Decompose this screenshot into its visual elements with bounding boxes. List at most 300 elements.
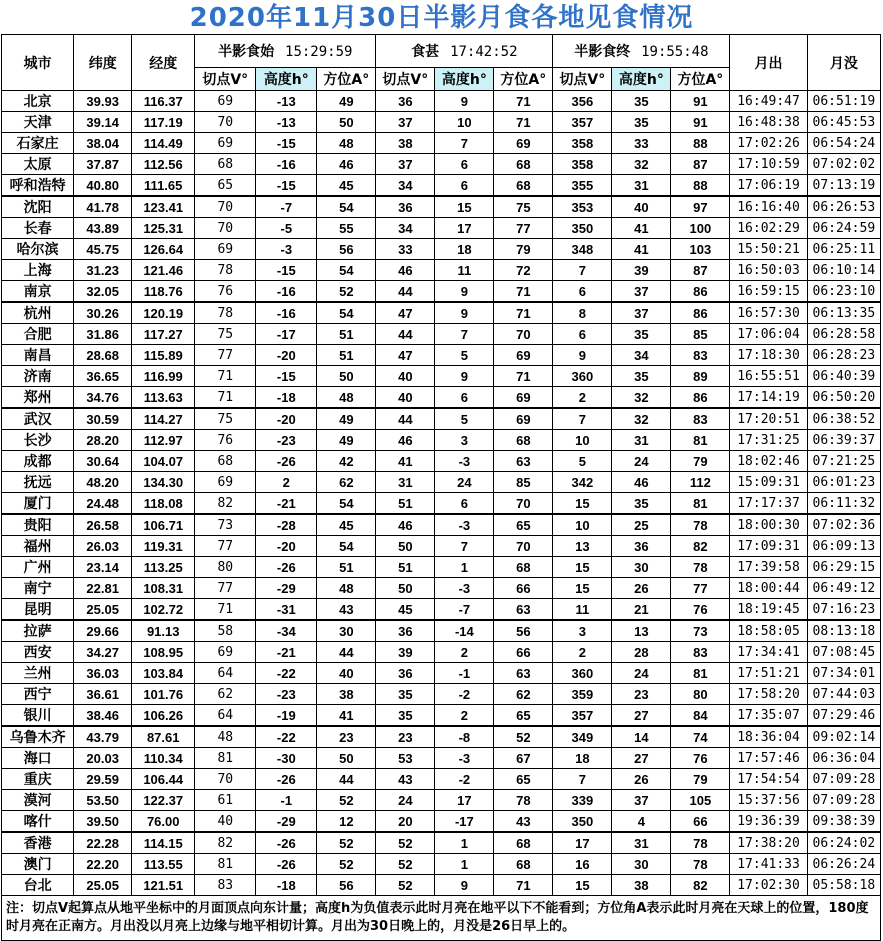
cell-longitude: 118.76 [132,281,195,303]
cell-begin-altitude-h: -3 [256,239,317,260]
cell-longitude: 113.55 [132,854,195,875]
cell-begin-azimuth-a: 41 [317,705,376,727]
cell-longitude: 115.89 [132,345,195,366]
cell-begin-azimuth-a: 51 [317,324,376,345]
cell-moonset: 07:16:23 [807,599,880,621]
cell-max-azimuth-a: 71 [494,875,553,896]
cell-begin-azimuth-a: 56 [317,239,376,260]
cell-max-altitude-h: 7 [435,324,494,345]
cell-moonset: 09:02:14 [807,726,880,748]
subheader-contact-v: 切点V° [376,68,435,91]
table-row [2,430,881,451]
cell-longitude: 106.71 [132,514,195,536]
cell-end-contact-v: 353 [553,196,612,218]
cell-begin-altitude-h: -18 [256,387,317,409]
cell-moonset: 06:24:02 [807,832,880,854]
cell-moonset: 07:08:45 [807,642,880,663]
cell-max-contact-v: 37 [376,112,435,133]
cell-end-contact-v: 360 [553,366,612,387]
cell-begin-contact-v: 58 [195,620,256,642]
cell-begin-altitude-h: -15 [256,260,317,281]
subheader-contact-v: 切点V° [553,68,612,91]
cell-begin-azimuth-a: 50 [317,366,376,387]
cell-begin-contact-v: 69 [195,239,256,260]
cell-city: 长沙 [2,430,74,451]
cell-max-altitude-h: -3 [435,748,494,769]
cell-begin-altitude-h: -16 [256,281,317,303]
cell-city: 武汉 [2,408,74,430]
table-row [2,684,881,705]
cell-latitude: 24.48 [74,493,132,515]
cell-max-contact-v: 51 [376,557,435,578]
cell-end-contact-v: 9 [553,345,612,366]
cell-end-contact-v: 339 [553,790,612,811]
table-row [2,196,881,218]
cell-begin-contact-v: 69 [195,642,256,663]
cell-moonset: 07:02:36 [807,514,880,536]
cell-latitude: 39.93 [74,91,132,112]
cell-max-azimuth-a: 43 [494,811,553,833]
cell-end-contact-v: 350 [553,811,612,833]
cell-moonset: 06:13:35 [807,302,880,324]
cell-begin-contact-v: 73 [195,514,256,536]
cell-city: 杭州 [2,302,74,324]
cell-begin-contact-v: 40 [195,811,256,833]
cell-max-azimuth-a: 68 [494,175,553,197]
cell-begin-contact-v: 65 [195,175,256,197]
cell-moonset: 09:38:39 [807,811,880,833]
cell-moonrise: 17:06:04 [730,324,807,345]
cell-city: 南京 [2,281,74,303]
table-row [2,175,881,197]
cell-max-contact-v: 50 [376,578,435,599]
cell-end-altitude-h: 24 [612,451,671,472]
cell-max-contact-v: 36 [376,663,435,684]
cell-moonrise: 16:50:03 [730,260,807,281]
cell-moonset: 06:39:37 [807,430,880,451]
cell-max-altitude-h: 11 [435,260,494,281]
cell-end-azimuth-a: 88 [671,133,730,154]
cell-city: 太原 [2,154,74,175]
cell-end-azimuth-a: 97 [671,196,730,218]
cell-begin-azimuth-a: 54 [317,260,376,281]
cell-max-altitude-h: 9 [435,366,494,387]
cell-max-altitude-h: 9 [435,91,494,112]
cell-end-altitude-h: 32 [612,408,671,430]
cell-begin-altitude-h: -17 [256,324,317,345]
cell-city: 南昌 [2,345,74,366]
cell-end-azimuth-a: 86 [671,281,730,303]
cell-moonset: 06:36:04 [807,748,880,769]
cell-max-altitude-h: 18 [435,239,494,260]
cell-end-azimuth-a: 76 [671,599,730,621]
cell-max-altitude-h: 6 [435,154,494,175]
cell-end-contact-v: 15 [553,493,612,515]
cell-max-contact-v: 40 [376,387,435,409]
cell-end-altitude-h: 40 [612,196,671,218]
cell-max-contact-v: 36 [376,196,435,218]
cell-end-altitude-h: 13 [612,620,671,642]
table-row [2,281,881,303]
cell-begin-azimuth-a: 48 [317,387,376,409]
cell-end-contact-v: 357 [553,705,612,727]
cell-moonrise: 17:10:59 [730,154,807,175]
header-latitude: 纬度 [74,35,132,91]
phase-begin-time: 15:29:59 [285,44,353,60]
table-row [2,536,881,557]
cell-moonrise: 16:57:30 [730,302,807,324]
cell-max-contact-v: 47 [376,302,435,324]
cell-moonrise: 17:02:30 [730,875,807,896]
cell-latitude: 32.05 [74,281,132,303]
cell-begin-altitude-h: -22 [256,663,317,684]
cell-moonset: 06:10:14 [807,260,880,281]
cell-max-azimuth-a: 63 [494,599,553,621]
cell-end-altitude-h: 36 [612,536,671,557]
cell-end-altitude-h: 31 [612,430,671,451]
cell-begin-azimuth-a: 50 [317,112,376,133]
cell-longitude: 113.25 [132,557,195,578]
cell-end-altitude-h: 41 [612,218,671,239]
table-row [2,260,881,281]
cell-max-altitude-h: -7 [435,599,494,621]
cell-moonrise: 16:49:47 [730,91,807,112]
cell-begin-azimuth-a: 23 [317,726,376,748]
cell-moonset: 07:34:01 [807,663,880,684]
cell-latitude: 53.50 [74,790,132,811]
cell-max-altitude-h: 9 [435,875,494,896]
cell-begin-altitude-h: -22 [256,726,317,748]
cell-moonrise: 17:41:33 [730,854,807,875]
cell-end-azimuth-a: 85 [671,324,730,345]
cell-city: 福州 [2,536,74,557]
cell-end-azimuth-a: 91 [671,91,730,112]
cell-begin-azimuth-a: 50 [317,748,376,769]
cell-end-contact-v: 359 [553,684,612,705]
cell-begin-altitude-h: -13 [256,112,317,133]
cell-begin-contact-v: 71 [195,599,256,621]
cell-end-altitude-h: 4 [612,811,671,833]
cell-max-azimuth-a: 65 [494,769,553,790]
cell-max-contact-v: 50 [376,536,435,557]
cell-max-altitude-h: -3 [435,514,494,536]
cell-end-azimuth-a: 89 [671,366,730,387]
cell-end-altitude-h: 31 [612,175,671,197]
cell-longitude: 114.15 [132,832,195,854]
cell-end-contact-v: 360 [553,663,612,684]
cell-begin-altitude-h: -26 [256,854,317,875]
cell-end-azimuth-a: 81 [671,663,730,684]
cell-longitude: 111.65 [132,175,195,197]
cell-latitude: 38.04 [74,133,132,154]
table-row [2,366,881,387]
cell-begin-contact-v: 81 [195,854,256,875]
cell-begin-azimuth-a: 54 [317,302,376,324]
cell-max-azimuth-a: 69 [494,387,553,409]
cell-end-azimuth-a: 73 [671,620,730,642]
cell-moonset: 06:45:53 [807,112,880,133]
cell-end-contact-v: 16 [553,854,612,875]
cell-city: 济南 [2,366,74,387]
cell-moonrise: 17:31:25 [730,430,807,451]
cell-longitude: 104.07 [132,451,195,472]
header-moonrise: 月出 [730,35,807,91]
cell-max-contact-v: 46 [376,430,435,451]
cell-moonset: 07:44:03 [807,684,880,705]
table-row [2,854,881,875]
cell-end-contact-v: 357 [553,112,612,133]
cell-max-contact-v: 46 [376,260,435,281]
cell-max-contact-v: 23 [376,726,435,748]
cell-end-altitude-h: 37 [612,790,671,811]
cell-end-altitude-h: 38 [612,875,671,896]
cell-latitude: 30.59 [74,408,132,430]
cell-end-altitude-h: 35 [612,493,671,515]
cell-end-altitude-h: 27 [612,705,671,727]
cell-begin-altitude-h: -1 [256,790,317,811]
cell-moonrise: 19:36:39 [730,811,807,833]
cell-end-azimuth-a: 81 [671,430,730,451]
cell-city: 呼和浩特 [2,175,74,197]
cell-longitude: 123.41 [132,196,195,218]
cell-max-altitude-h: 3 [435,430,494,451]
cell-moonrise: 18:00:44 [730,578,807,599]
cell-begin-contact-v: 64 [195,705,256,727]
cell-city: 广州 [2,557,74,578]
subheader-azimuth-a: 方位A° [494,68,553,91]
cell-moonrise: 17:20:51 [730,408,807,430]
cell-max-azimuth-a: 72 [494,260,553,281]
cell-longitude: 119.31 [132,536,195,557]
cell-end-contact-v: 348 [553,239,612,260]
cell-latitude: 22.28 [74,832,132,854]
cell-begin-altitude-h: -21 [256,493,317,515]
cell-moonrise: 17:09:31 [730,536,807,557]
cell-end-contact-v: 15 [553,557,612,578]
cell-end-contact-v: 10 [553,430,612,451]
cell-max-contact-v: 35 [376,705,435,727]
cell-end-contact-v: 358 [553,133,612,154]
cell-begin-contact-v: 78 [195,302,256,324]
cell-longitude: 101.76 [132,684,195,705]
cell-moonrise: 18:02:46 [730,451,807,472]
cell-begin-altitude-h: -29 [256,578,317,599]
cell-moonrise: 17:18:30 [730,345,807,366]
cell-city: 长春 [2,218,74,239]
cell-moonset: 06:01:23 [807,472,880,493]
cell-max-contact-v: 24 [376,790,435,811]
cell-begin-azimuth-a: 49 [317,408,376,430]
cell-max-altitude-h: 24 [435,472,494,493]
table-row [2,748,881,769]
cell-begin-contact-v: 81 [195,748,256,769]
cell-moonset: 06:38:52 [807,408,880,430]
cell-max-azimuth-a: 69 [494,133,553,154]
eclipse-visibility-table [1,34,881,941]
cell-end-azimuth-a: 87 [671,260,730,281]
cell-end-azimuth-a: 87 [671,154,730,175]
cell-longitude: 108.31 [132,578,195,599]
phase-max-time: 17:42:52 [450,44,518,60]
cell-begin-contact-v: 77 [195,536,256,557]
table-row [2,663,881,684]
cell-max-azimuth-a: 52 [494,726,553,748]
cell-end-azimuth-a: 82 [671,536,730,557]
cell-begin-azimuth-a: 54 [317,536,376,557]
cell-moonset: 06:29:15 [807,557,880,578]
table-row [2,769,881,790]
cell-end-azimuth-a: 78 [671,832,730,854]
cell-city: 喀什 [2,811,74,833]
cell-begin-altitude-h: -18 [256,875,317,896]
cell-end-contact-v: 349 [553,726,612,748]
cell-moonset: 07:29:46 [807,705,880,727]
cell-longitude: 134.30 [132,472,195,493]
cell-moonset: 06:28:23 [807,345,880,366]
cell-begin-contact-v: 70 [195,112,256,133]
cell-longitude: 108.95 [132,642,195,663]
table-row [2,133,881,154]
cell-end-contact-v: 18 [553,748,612,769]
cell-begin-contact-v: 70 [195,769,256,790]
cell-latitude: 25.05 [74,599,132,621]
cell-max-azimuth-a: 68 [494,430,553,451]
cell-begin-azimuth-a: 54 [317,493,376,515]
cell-end-contact-v: 15 [553,578,612,599]
cell-end-altitude-h: 34 [612,345,671,366]
cell-longitude: 126.64 [132,239,195,260]
cell-moonset: 08:13:18 [807,620,880,642]
cell-begin-azimuth-a: 52 [317,281,376,303]
cell-end-altitude-h: 25 [612,514,671,536]
cell-max-azimuth-a: 78 [494,790,553,811]
cell-begin-azimuth-a: 30 [317,620,376,642]
cell-max-azimuth-a: 85 [494,472,553,493]
cell-longitude: 106.26 [132,705,195,727]
cell-moonset: 06:40:39 [807,366,880,387]
cell-max-altitude-h: 7 [435,536,494,557]
cell-latitude: 20.03 [74,748,132,769]
cell-city: 抚远 [2,472,74,493]
table-body [2,91,881,896]
cell-max-altitude-h: 9 [435,281,494,303]
cell-max-contact-v: 51 [376,493,435,515]
cell-latitude: 36.61 [74,684,132,705]
cell-begin-altitude-h: -16 [256,154,317,175]
cell-moonset: 06:54:24 [807,133,880,154]
cell-longitude: 116.99 [132,366,195,387]
cell-begin-contact-v: 75 [195,324,256,345]
cell-city: 漠河 [2,790,74,811]
cell-max-altitude-h: 17 [435,218,494,239]
cell-end-altitude-h: 35 [612,112,671,133]
cell-city: 拉萨 [2,620,74,642]
cell-max-azimuth-a: 70 [494,493,553,515]
cell-max-contact-v: 20 [376,811,435,833]
cell-max-altitude-h: -17 [435,811,494,833]
table-row [2,705,881,727]
cell-moonset: 07:09:28 [807,790,880,811]
cell-longitude: 112.56 [132,154,195,175]
cell-moonrise: 16:55:51 [730,366,807,387]
cell-max-altitude-h: 6 [435,493,494,515]
cell-end-altitude-h: 27 [612,748,671,769]
table-row [2,790,881,811]
cell-begin-altitude-h: -26 [256,769,317,790]
cell-max-altitude-h: 6 [435,175,494,197]
cell-begin-altitude-h: -7 [256,196,317,218]
header-phase-max [376,35,553,68]
cell-latitude: 25.05 [74,875,132,896]
cell-longitude: 76.00 [132,811,195,833]
cell-latitude: 39.14 [74,112,132,133]
cell-city: 香港 [2,832,74,854]
cell-max-azimuth-a: 71 [494,302,553,324]
cell-moonrise: 17:38:20 [730,832,807,854]
cell-moonset: 06:26:53 [807,196,880,218]
cell-end-contact-v: 8 [553,302,612,324]
cell-moonset: 06:50:20 [807,387,880,409]
cell-end-contact-v: 15 [553,875,612,896]
cell-end-contact-v: 11 [553,599,612,621]
cell-latitude: 28.68 [74,345,132,366]
cell-begin-altitude-h: -26 [256,832,317,854]
cell-moonset: 07:13:19 [807,175,880,197]
cell-begin-azimuth-a: 40 [317,663,376,684]
cell-max-contact-v: 44 [376,281,435,303]
cell-end-altitude-h: 35 [612,324,671,345]
cell-latitude: 36.03 [74,663,132,684]
phase-end-name: 半影食终 [574,44,631,60]
cell-moonrise: 17:17:37 [730,493,807,515]
cell-begin-contact-v: 77 [195,578,256,599]
cell-latitude: 48.20 [74,472,132,493]
cell-moonrise: 18:19:45 [730,599,807,621]
cell-begin-azimuth-a: 51 [317,557,376,578]
table-row [2,726,881,748]
cell-moonrise: 17:35:07 [730,705,807,727]
cell-moonrise: 16:59:15 [730,281,807,303]
cell-begin-altitude-h: -15 [256,175,317,197]
cell-begin-altitude-h: -29 [256,811,317,833]
cell-begin-altitude-h: -15 [256,133,317,154]
cell-end-azimuth-a: 103 [671,239,730,260]
cell-max-azimuth-a: 70 [494,536,553,557]
cell-begin-azimuth-a: 44 [317,769,376,790]
cell-begin-contact-v: 48 [195,726,256,748]
cell-begin-contact-v: 69 [195,133,256,154]
cell-latitude: 29.59 [74,769,132,790]
cell-begin-azimuth-a: 51 [317,345,376,366]
cell-moonset: 06:51:19 [807,91,880,112]
cell-begin-altitude-h: -19 [256,705,317,727]
cell-begin-azimuth-a: 62 [317,472,376,493]
cell-city: 郑州 [2,387,74,409]
table-row [2,387,881,409]
cell-longitude: 87.61 [132,726,195,748]
cell-moonset: 06:25:11 [807,239,880,260]
cell-latitude: 31.86 [74,324,132,345]
header-phase-end [553,35,730,68]
cell-end-azimuth-a: 88 [671,175,730,197]
cell-max-azimuth-a: 65 [494,514,553,536]
footnote: 注：切点V起算点从地平坐标中的月面顶点向东计量；高度h为负值表示此时月亮在地平以下不能看到；方位角A表示此时月亮在天球上的位置，180度时月亮在正南方。月出没以月亮上边缘与地平相切计算。月出为30日晚上的，月没是26日早上的。 [2,896,881,941]
table-row [2,239,881,260]
cell-longitude: 117.19 [132,112,195,133]
cell-max-contact-v: 40 [376,366,435,387]
cell-max-azimuth-a: 68 [494,832,553,854]
cell-longitude: 125.31 [132,218,195,239]
